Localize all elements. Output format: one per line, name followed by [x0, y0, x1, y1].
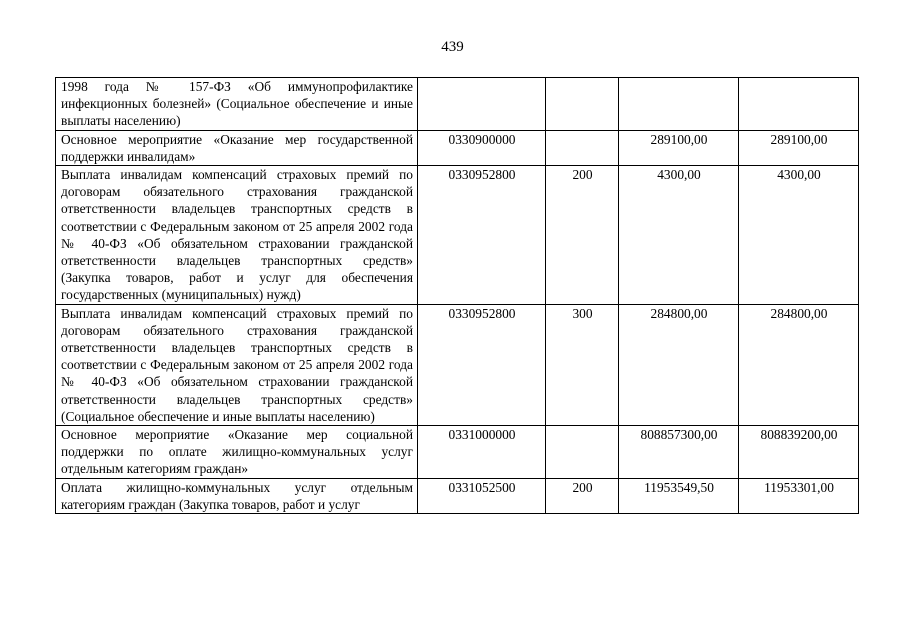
- table-row: [56, 304, 859, 425]
- row-description: Основное мероприятие «Оказание мер государственной поддержки инвалидам»: [56, 130, 418, 165]
- target-code: 0331052500: [418, 478, 546, 513]
- row-description: Основное мероприятие «Оказание мер социальной поддержки по оплате жилищно-коммунальных услуг отдельным категориям граждан»: [56, 426, 418, 479]
- target-code: 0331000000: [418, 426, 546, 479]
- row-description-text: Оплата жилищно-коммунальных услуг отдельным категориям граждан (Закупка товаров, работ и услуг: [61, 479, 413, 512]
- amount-year-1: 284800,00: [619, 304, 739, 425]
- amount-year-2: 4300,00: [739, 166, 859, 305]
- budget-table: [55, 77, 859, 514]
- target-code: 0330952800: [418, 166, 546, 305]
- table-row: [56, 78, 859, 131]
- target-code: 0330952800: [418, 304, 546, 425]
- table-row: [56, 478, 859, 513]
- amount-year-2: [739, 78, 859, 131]
- amount-year-1: 11953549,50: [619, 478, 739, 513]
- row-description: [56, 478, 418, 513]
- target-code: 0330900000: [418, 130, 546, 165]
- target-code: [418, 78, 546, 131]
- table-row: [56, 426, 859, 479]
- amount-year-2: 808839200,00: [739, 426, 859, 479]
- amount-year-1: [619, 78, 739, 131]
- amount-year-2: 289100,00: [739, 130, 859, 165]
- row-description: 1998 года № 157-ФЗ «Об иммунопрофилактике инфекционных болезней» (Социальное обеспечение и иные выплаты населению): [56, 78, 418, 131]
- expense-type: [546, 78, 619, 131]
- table-row: [56, 166, 859, 305]
- amount-year-2: 11953301,00: [739, 478, 859, 513]
- amount-year-1: 289100,00: [619, 130, 739, 165]
- row-description: Выплата инвалидам компенсаций страховых премий по договорам обязательного страхования гражданской ответственности владельцев транспортных средств в соответствии с Федеральным законом от 25 апреля 2002 года № 40-ФЗ «Об обязательном страховании гражданской ответственности владельцев транспортных средств» (Социальное обеспечение и иные выплаты населению): [56, 304, 418, 425]
- page-number: 439: [441, 39, 464, 55]
- expense-type: 300: [546, 304, 619, 425]
- amount-year-1: 808857300,00: [619, 426, 739, 479]
- expense-type: [546, 426, 619, 479]
- amount-year-2: 284800,00: [739, 304, 859, 425]
- expense-type: [546, 130, 619, 165]
- amount-year-1: 4300,00: [619, 166, 739, 305]
- expense-type: 200: [546, 478, 619, 513]
- expense-type: 200: [546, 166, 619, 305]
- row-description: Выплата инвалидам компенсаций страховых премий по договорам обязательного страхования гражданской ответственности владельцев транспортных средств в соответствии с Федеральным законом от 25 апреля 2002 года № 40-ФЗ «Об обязательном страховании гражданской ответственности владельцев транспортных средств» (Закупка товаров, работ и услуг для обеспечения государственных (муниципальных) нужд): [56, 166, 418, 305]
- table-row: [56, 130, 859, 165]
